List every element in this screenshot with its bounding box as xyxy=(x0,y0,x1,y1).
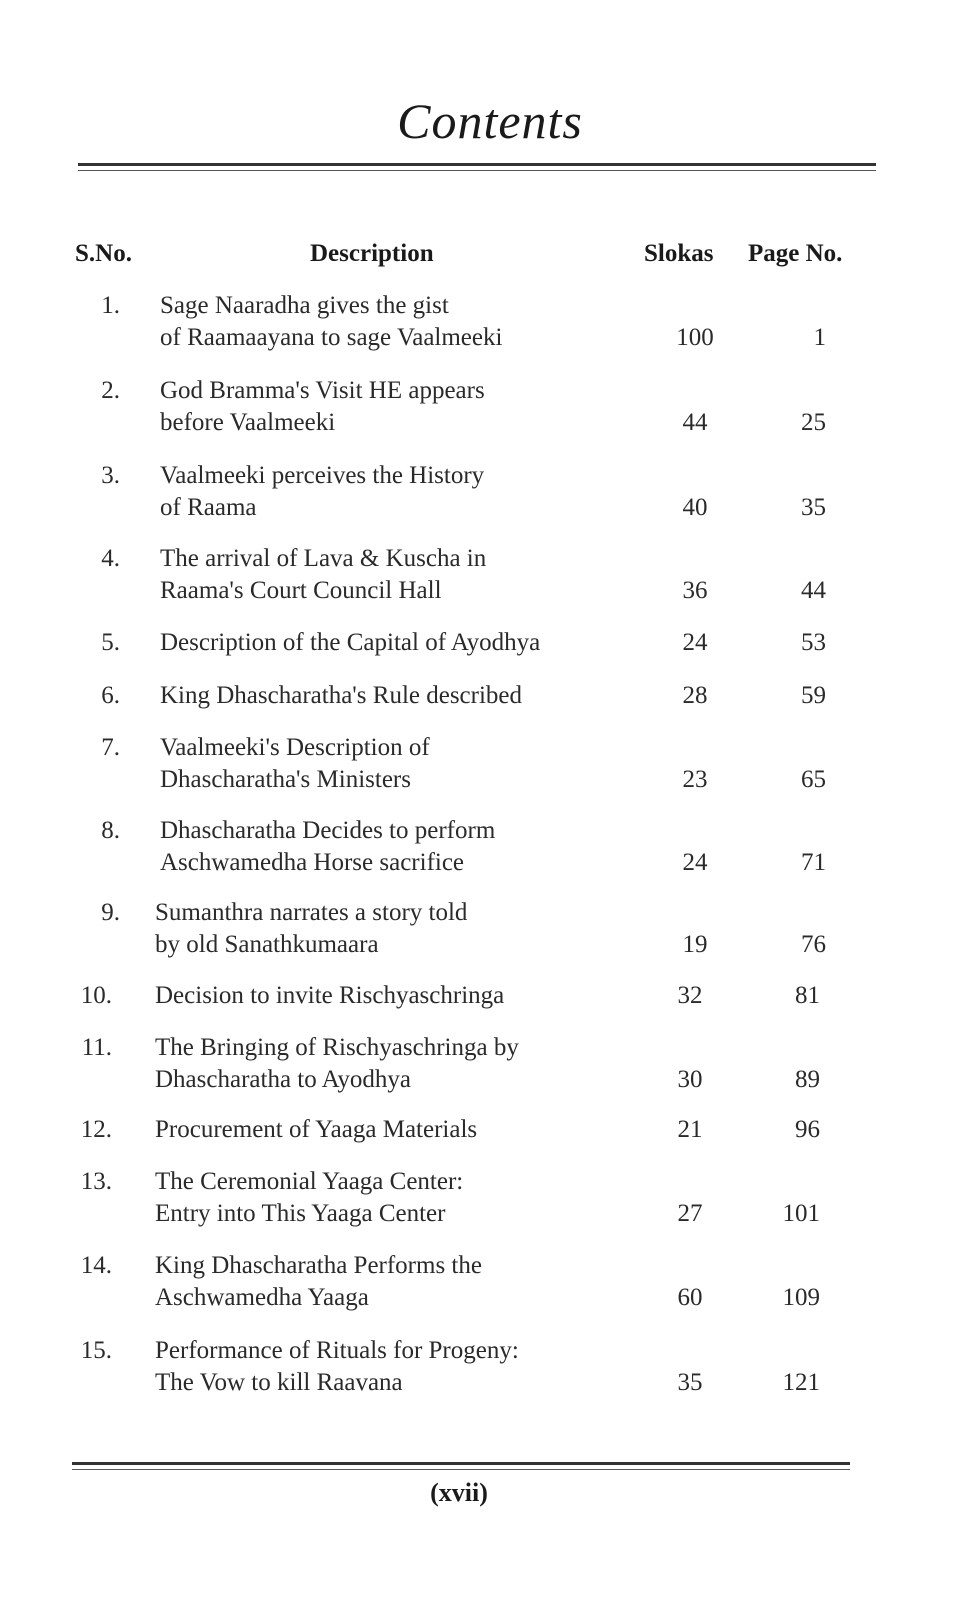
entry-description-line1: King Dhascharatha's Rule described xyxy=(160,682,523,709)
entry-number: 12. xyxy=(80,1116,112,1143)
title-rule xyxy=(78,163,876,166)
entry-page: 76 xyxy=(801,931,826,958)
entry-description-line1: The Bringing of Rischyaschringa by xyxy=(155,1034,519,1061)
entry-slokas: 100 xyxy=(676,324,714,351)
title-rule-thin xyxy=(78,170,876,171)
entry-description-line2: Dhascharatha to Ayodhya xyxy=(155,1066,411,1093)
entry-description-line1: Dhascharatha Decides to perform xyxy=(160,817,496,844)
entry-number: 11. xyxy=(81,1034,112,1061)
footer-rule xyxy=(72,1462,850,1465)
entry-description-line1: King Dhascharatha Performs the xyxy=(155,1252,482,1279)
entry-number: 7. xyxy=(101,734,120,761)
entry-slokas: 35 xyxy=(677,1369,703,1396)
entry-page: 81 xyxy=(795,982,820,1009)
entry-number: 6. xyxy=(101,682,120,709)
entry-description-line1: The arrival of Lava & Kuscha in xyxy=(160,545,487,572)
entry-page: 109 xyxy=(782,1284,820,1311)
entry-description-line1: Vaalmeeki perceives the History xyxy=(160,462,485,489)
entry-slokas: 44 xyxy=(682,409,708,436)
entry-slokas: 60 xyxy=(677,1284,703,1311)
entry-description-line1: Sumanthra narrates a story told xyxy=(155,899,468,926)
entry-description-line1: Performance of Rituals for Progeny: xyxy=(155,1337,519,1364)
entry-page: 71 xyxy=(801,849,826,876)
entry-page: 59 xyxy=(801,682,826,709)
entry-number: 2. xyxy=(101,377,120,404)
entry-page: 25 xyxy=(801,409,826,436)
entry-slokas: 40 xyxy=(682,494,708,521)
footer-rule-thin xyxy=(72,1469,850,1470)
entry-page: 1 xyxy=(813,324,826,351)
entry-description-line1: Procurement of Yaaga Materials xyxy=(155,1116,478,1143)
entry-description-line1: Vaalmeeki's Description of xyxy=(160,734,430,761)
entry-page: 121 xyxy=(782,1369,820,1396)
entry-description-line2: Raama's Court Council Hall xyxy=(160,577,442,604)
entry-slokas: 21 xyxy=(677,1116,703,1143)
entry-page: 89 xyxy=(795,1066,820,1093)
entry-description-line2: Dhascharatha's Ministers xyxy=(160,766,411,793)
entry-page: 44 xyxy=(801,577,826,604)
entry-description-line2: of Raama xyxy=(160,494,257,521)
entry-page: 53 xyxy=(801,629,826,656)
entry-number: 8. xyxy=(101,817,120,844)
entry-description-line2: by old Sanathkumaara xyxy=(155,931,379,958)
entry-description-line1: God Bramma's Visit HE appears xyxy=(160,377,485,404)
page-number: (xvii) xyxy=(430,1478,488,1507)
entry-page: 65 xyxy=(801,766,826,793)
entry-page: 101 xyxy=(782,1200,820,1227)
entry-number: 14. xyxy=(80,1252,112,1279)
entry-slokas: 24 xyxy=(682,849,708,876)
entry-description-line2: Aschwamedha Horse sacrifice xyxy=(160,849,465,876)
entry-description-line1: Sage Naaradha gives the gist xyxy=(160,292,449,319)
entry-slokas: 19 xyxy=(682,931,708,958)
entry-slokas: 24 xyxy=(682,629,708,656)
page-title: Contents xyxy=(397,93,583,149)
entry-description-line1: Description of the Capital of Ayodhya xyxy=(160,629,541,656)
entry-description-line2: Aschwamedha Yaaga xyxy=(155,1284,369,1311)
entry-slokas: 32 xyxy=(677,982,703,1009)
entry-page: 96 xyxy=(795,1116,820,1143)
entry-description-line2: The Vow to kill Raavana xyxy=(155,1369,403,1396)
entry-description-line1: Decision to invite Rischyaschringa xyxy=(155,982,505,1009)
entry-description-line2: of Raamaayana to sage Vaalmeeki xyxy=(160,324,503,351)
entry-number: 15. xyxy=(80,1337,112,1364)
entry-page: 35 xyxy=(801,494,826,521)
entry-number: 5. xyxy=(101,629,120,656)
entry-slokas: 30 xyxy=(677,1066,703,1093)
entry-number: 10. xyxy=(80,982,112,1009)
entry-slokas: 36 xyxy=(682,577,708,604)
header-description: Description xyxy=(310,240,434,267)
entry-slokas: 27 xyxy=(677,1200,703,1227)
entry-slokas: 23 xyxy=(682,766,708,793)
header-slokas: Slokas xyxy=(644,240,714,267)
entry-number: 1. xyxy=(101,292,120,319)
entry-description-line2: Entry into This Yaaga Center xyxy=(155,1200,446,1227)
header-page-no: Page No. xyxy=(748,240,843,267)
entry-number: 13. xyxy=(80,1168,112,1195)
header-sno: S.No. xyxy=(75,240,132,267)
entry-description-line2: before Vaalmeeki xyxy=(160,409,336,436)
entry-number: 4. xyxy=(101,545,120,572)
entry-number: 9. xyxy=(101,899,120,926)
entry-number: 3. xyxy=(101,462,120,489)
entry-description-line1: The Ceremonial Yaaga Center: xyxy=(155,1168,464,1195)
entry-slokas: 28 xyxy=(682,682,708,709)
